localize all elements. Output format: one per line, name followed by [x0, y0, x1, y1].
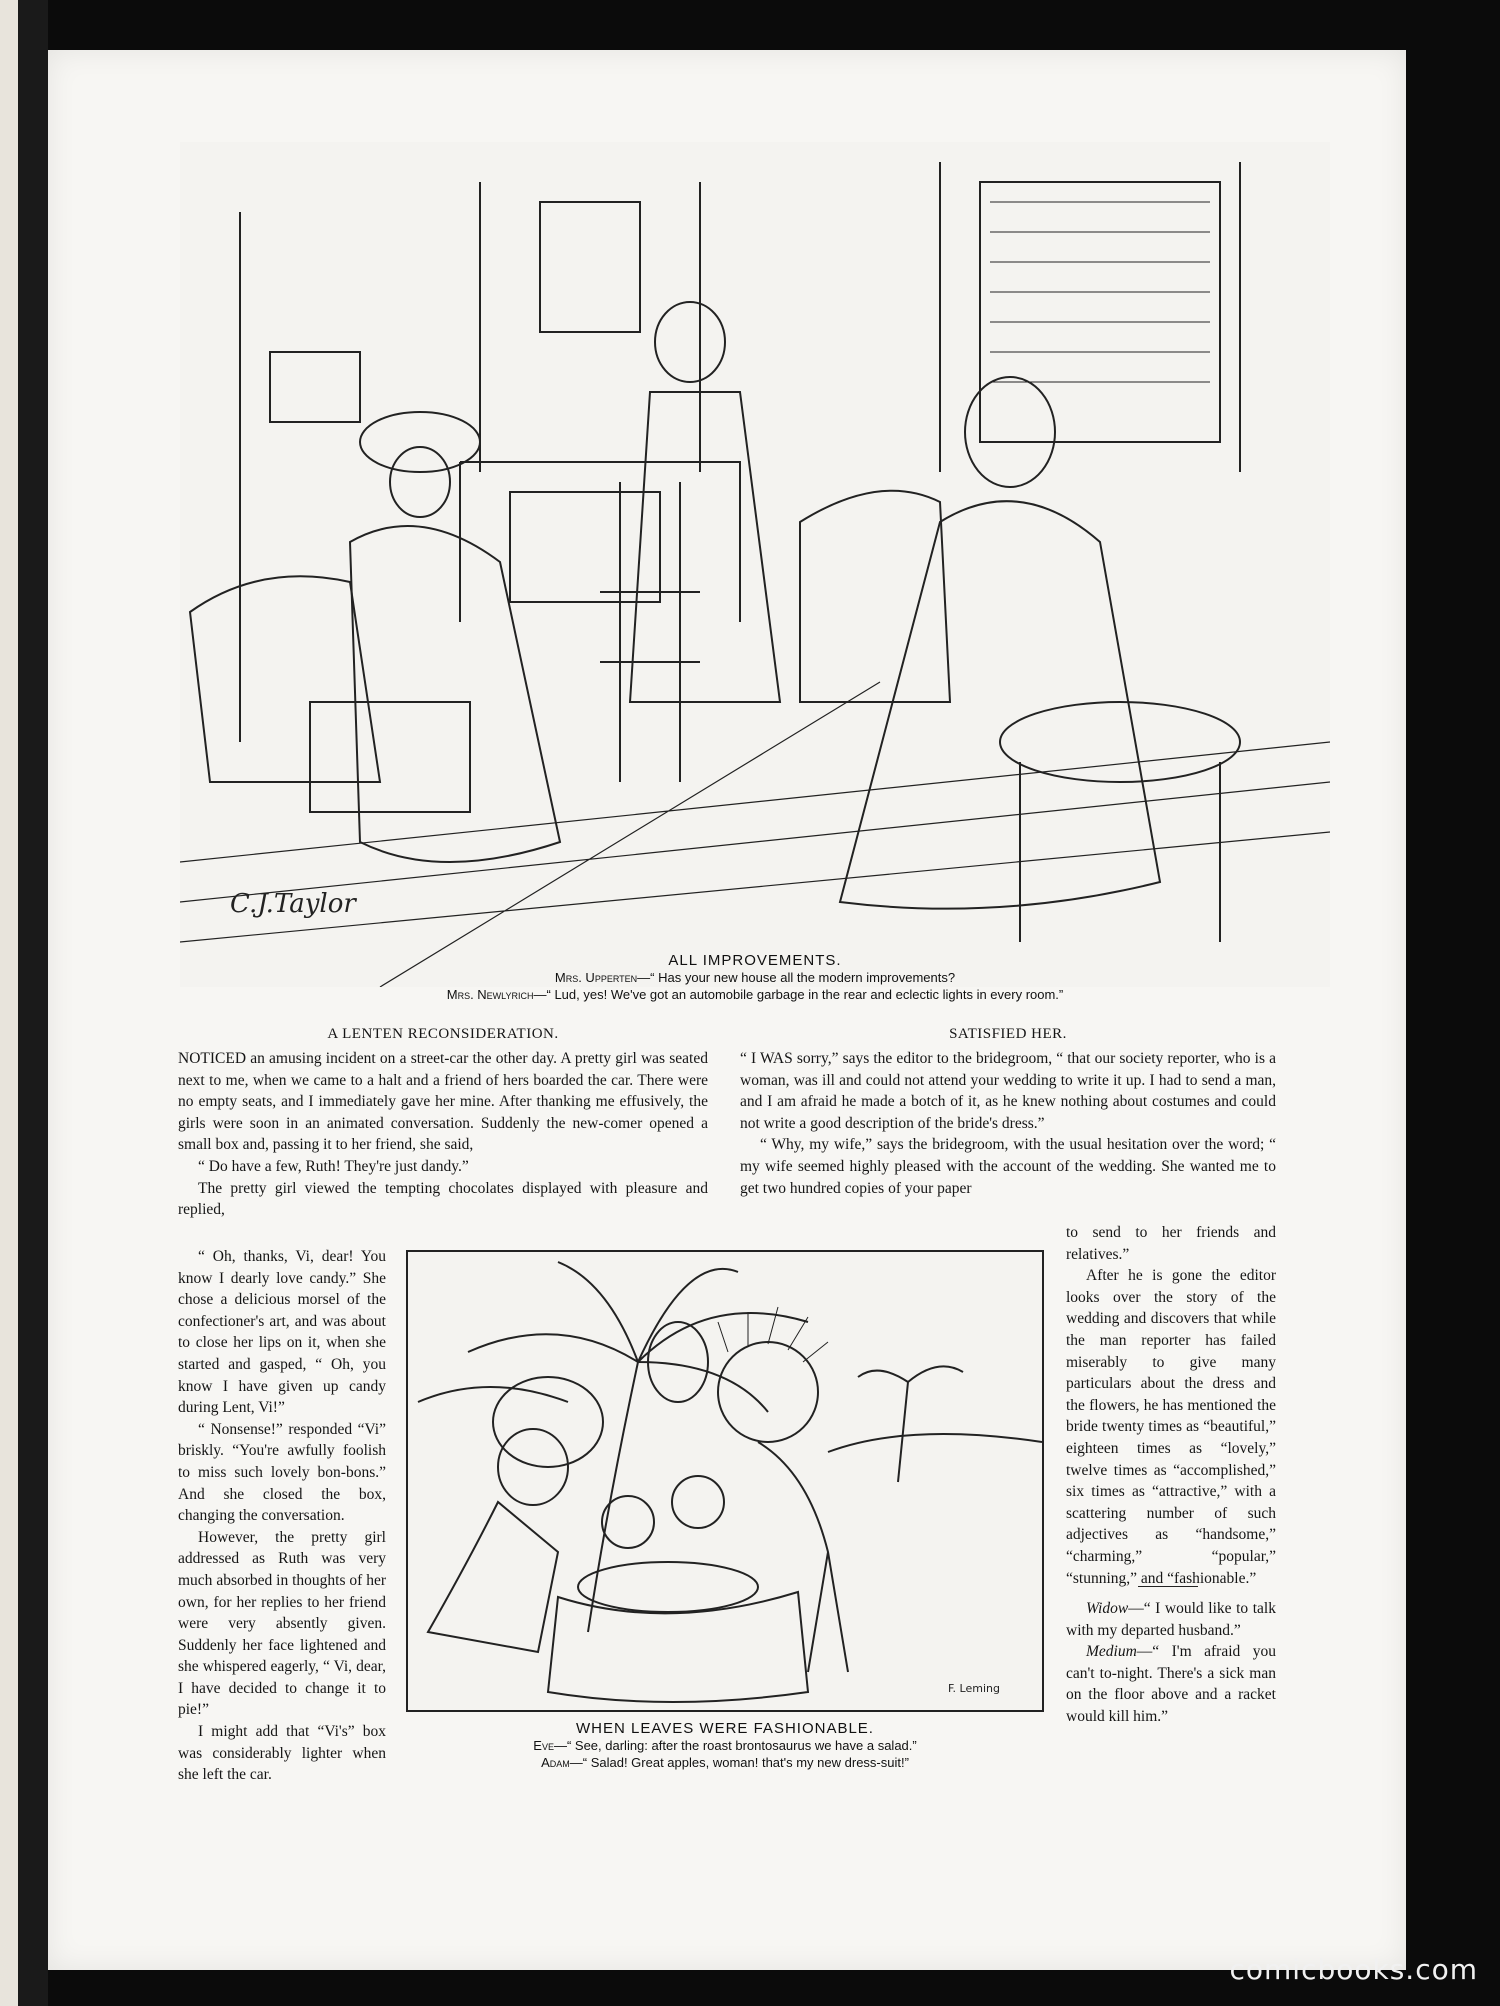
top-cartoon-line-1 [180, 969, 1330, 986]
paragraph: “ Do have a few, Ruth! They're just dandy.” [198, 1157, 469, 1175]
joke-separator-rule [1138, 1586, 1198, 1587]
paragraph: The pretty girl viewed the tempting chocolates displayed with pleasure and replied, [178, 1179, 708, 1219]
right-story-headline: SATISFIED HER. [949, 1026, 1067, 1042]
dialogue-text: —“ Lud, yes! We've got an automobile garbage in the rear and eclectic lights in every room.” [533, 987, 1064, 1002]
widow-medium-joke [1066, 1598, 1276, 1728]
top-cartoon-title: ALL IMPROVEMENTS. [668, 952, 842, 969]
paragraph: NOTICED an amusing incident on a street-car the other day. A pretty girl was seated next to me, when we came to a halt and a friend of hers boarded the car. There were no empty seats, and I immediately gave her mine. After thanking me effusively, the girls were soon in an animated conversation. Suddenly the new-comer opened a small box and, passing it to her friend, she said, [178, 1050, 708, 1154]
dialogue-text: —“ Has your new house all the modern improvements? [637, 970, 956, 985]
bottom-cartoon-title: WHEN LEAVES WERE FASHIONABLE. [576, 1720, 874, 1737]
paragraph: “ Nonsense!” responded “Vi” briskly. “You're awfully foolish to miss such lovely bon-bons.” And she closed the box, changing the conversation. [178, 1420, 386, 1525]
joke-line-1 [1066, 1598, 1276, 1641]
paragraph: “ I WAS sorry,” says the editor to the bridegroom, “ that our society reporter, who is a woman, was ill and could not attend your wedding to write it up. I had to send a man, and I am afraid he made a botch of it, as he knew nothing about costumes and could not write a good description of the bride's dress.” [740, 1050, 1276, 1132]
left-story-narrow-column [178, 1246, 386, 1786]
left-story-top [178, 1048, 708, 1221]
binding-spine [18, 0, 48, 2006]
speaker-name: Widow [1086, 1600, 1129, 1617]
bottom-cartoon-line-1 [406, 1737, 1044, 1754]
paragraph: “ Oh, thanks, Vi, dear! You know I dearly love candy.” She chose a delicious morsel of the confectioner's art, and was about to close her lips on it, when she started and gasped, “ Oh, you know I have given up candy during Lent, Vi!” [178, 1248, 386, 1417]
speaker-name: Medium [1086, 1643, 1137, 1661]
paragraph: “ Why, my wife,” says the bridegroom, with the usual hesitation over the word; “ my wife seemed highly pleased with the account of the wedding. She wanted me to get two hundred copies of your paper [740, 1136, 1276, 1197]
dialogue-text: —“ I would like to talk with my departed husband.” [1066, 1600, 1276, 1639]
artist-signature: C.J.Taylor [230, 889, 356, 919]
magazine-page [48, 50, 1406, 1970]
top-cartoon-illustration [180, 142, 1330, 987]
parlor-scene-drawing [180, 142, 1330, 987]
paragraph: After he is gone the editor looks over the story of the wedding and discovers that while the man reporter has failed miserably to give many particulars about the dress and the flowers, he has mentioned the bride twenty times as “beautiful,” eighteen times as “lovely,” twelve times as “accomplished,” six times as “attractive,” with a scattering number of such adjectives as “handsome,” “charming,” “popular,” “stunning,” and “fashionable.” [1066, 1267, 1276, 1587]
dialogue-text: —“ See, darling: after the roast brontosaurus we have a salad.” [553, 1738, 917, 1753]
speaker-name: Mrs. Upperten [554, 970, 638, 985]
left-story-headline: A LENTEN RECONSIDERATION. [327, 1026, 559, 1042]
dialogue-text: —“ I'm afraid you can't to-night. There's a sick man on the floor above and a racket would kill him.” [1066, 1643, 1276, 1725]
right-story-narrow-column [1066, 1222, 1276, 1589]
speaker-name: Adam [541, 1755, 570, 1770]
top-cartoon-line-2 [180, 986, 1330, 1003]
bottom-cartoon-caption [406, 1720, 1044, 1771]
bottom-cartoon-illustration [406, 1250, 1044, 1712]
site-watermark: comicbooks.com [1229, 1953, 1478, 1986]
prehistoric-scene-drawing [408, 1252, 1042, 1710]
speaker-name: Eve [533, 1738, 554, 1753]
right-story-top [740, 1048, 1276, 1199]
joke-line-2 [1066, 1641, 1276, 1727]
scan-edge [0, 0, 18, 2006]
top-cartoon-caption [180, 952, 1330, 1003]
dialogue-text: —“ Salad! Great apples, woman! that's my new dress-suit!” [569, 1755, 909, 1770]
bottom-cartoon-line-2 [406, 1754, 1044, 1771]
paragraph: However, the pretty girl addressed as Ruth was very much absorbed in thoughts of her own, for her replies to her friend were very absently given. Suddenly her face lightened and she whispered eagerly, “ Vi, dear, I have decided to change it to pie!” [178, 1528, 386, 1719]
paragraph: to send to her friends and relatives.” [1066, 1224, 1276, 1263]
speaker-name: Mrs. Newlyrich [446, 987, 534, 1002]
paragraph: I might add that “Vi's” box was considerably lighter when she left the car. [178, 1723, 386, 1784]
artist-signature: F. Leming [948, 1682, 1000, 1695]
